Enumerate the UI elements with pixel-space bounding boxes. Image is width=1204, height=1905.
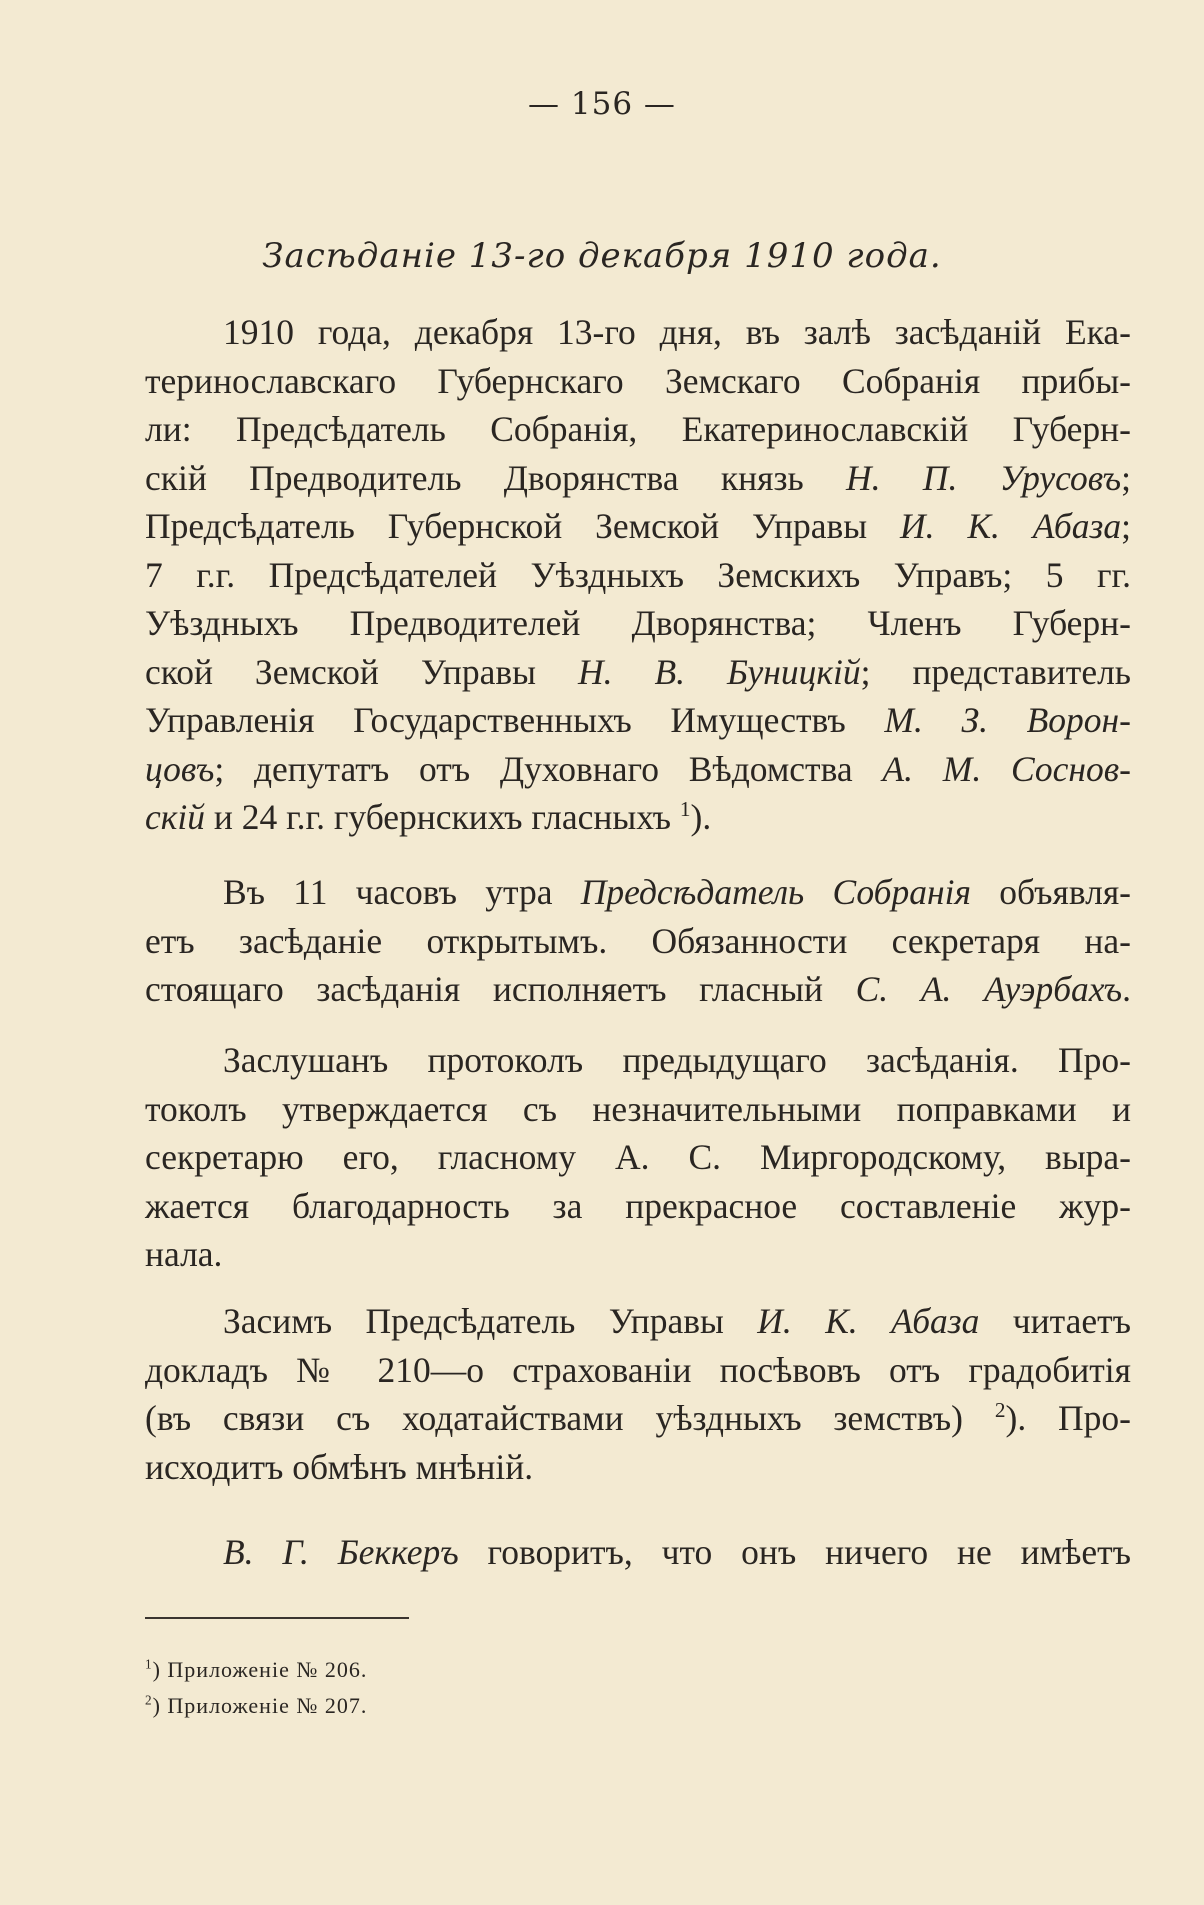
text-line: 1910 года, декабря 13-го дня, въ залѣ засѣданій Ека- bbox=[223, 312, 1131, 352]
text-line: стоящаго засѣданія исполняетъ гласный С. А. Ауэрбахъ. bbox=[145, 969, 1131, 1009]
text-line: токолъ утверждается съ незначительными поправками и bbox=[145, 1088, 1131, 1129]
text-line: Въ 11 часовъ утра Предсѣдатель Собранія объявля- bbox=[223, 872, 1131, 912]
text-line: жается благодарность за прекрасное составленіе жур- bbox=[145, 1185, 1131, 1226]
text-line: скій Предводитель Дворянства князь Н. П. Урусовъ; bbox=[145, 457, 1131, 498]
text-line: (въ связи съ ходатайствами уѣздныхъ земствъ) $^2$). Про- bbox=[145, 1398, 1132, 1438]
paragraph-1 bbox=[145, 308, 1131, 842]
text-line: секретарю его, гласному А. С. Миргородскому, выра- bbox=[145, 1137, 1131, 1177]
text-line: Засимъ Предсѣдатель Управы И. К. Абаза читаетъ bbox=[223, 1301, 1131, 1341]
text-line: Заслушанъ протоколъ предыдущаго засѣданія. Про- bbox=[223, 1040, 1131, 1080]
text-line: етъ засѣданіе открытымъ. Обязанности секретаря на- bbox=[145, 920, 1131, 961]
text-line: исходитъ обмѣнъ мнѣній. bbox=[145, 1446, 534, 1487]
section-title: Засѣданіе 13-го декабря 1910 года. bbox=[262, 236, 942, 276]
text-line: 7 г.г. Предсѣдателей Уѣздныхъ Земскихъ Управъ; 5 гг. bbox=[145, 554, 1131, 595]
footnote-ref: 1 bbox=[679, 797, 691, 822]
footnote-ref: 2 bbox=[994, 1398, 1006, 1423]
page-number: — 156 — bbox=[528, 86, 676, 122]
paragraph-5 bbox=[145, 1528, 1131, 1577]
text-line: ской Земской Управы Н. В. Буницкій; представитель bbox=[145, 651, 1131, 692]
text-line: ли: Предсѣдатель Собранія, Екатеринославскій Губерн- bbox=[145, 409, 1131, 449]
text-line: Предсѣдатель Губернской Земской Управы И. К. Абаза; bbox=[145, 506, 1132, 546]
footnote-mark: 1 bbox=[145, 1656, 153, 1672]
paragraph-4 bbox=[145, 1297, 1131, 1491]
footnote-mark: 2 bbox=[145, 1692, 153, 1708]
text-line: скій и 24 г.г. губернскихъ гласныхъ $^1$). bbox=[145, 797, 712, 837]
text-line: В. Г. Беккеръ говоритъ, что онъ ничего не имѣетъ bbox=[223, 1532, 1131, 1572]
text-line: цовъ; депутатъ отъ Духовнаго Вѣдомства А. М. Соснов- bbox=[145, 748, 1132, 789]
text-line: докладъ № 210—о страхованіи посѣвовъ отъ градобитія bbox=[145, 1349, 1131, 1390]
footnote-divider bbox=[145, 1617, 409, 1619]
paragraph-3 bbox=[145, 1036, 1131, 1279]
text-line: нала. bbox=[145, 1234, 223, 1274]
footnote-1: $^1$) Приложеніе № 206. bbox=[145, 1656, 368, 1682]
footnote-2: $^2$) Приложеніе № 207. bbox=[145, 1692, 368, 1718]
text-line: Управленія Государственныхъ Имуществъ М. З. Ворон- bbox=[145, 700, 1131, 740]
text-line: теринославскаго Губернскаго Земскаго Собранія прибы- bbox=[145, 360, 1131, 401]
text-line: Уѣздныхъ Предводителей Дворянства; Членъ Губерн- bbox=[145, 603, 1131, 643]
paragraph-2 bbox=[145, 868, 1131, 1014]
